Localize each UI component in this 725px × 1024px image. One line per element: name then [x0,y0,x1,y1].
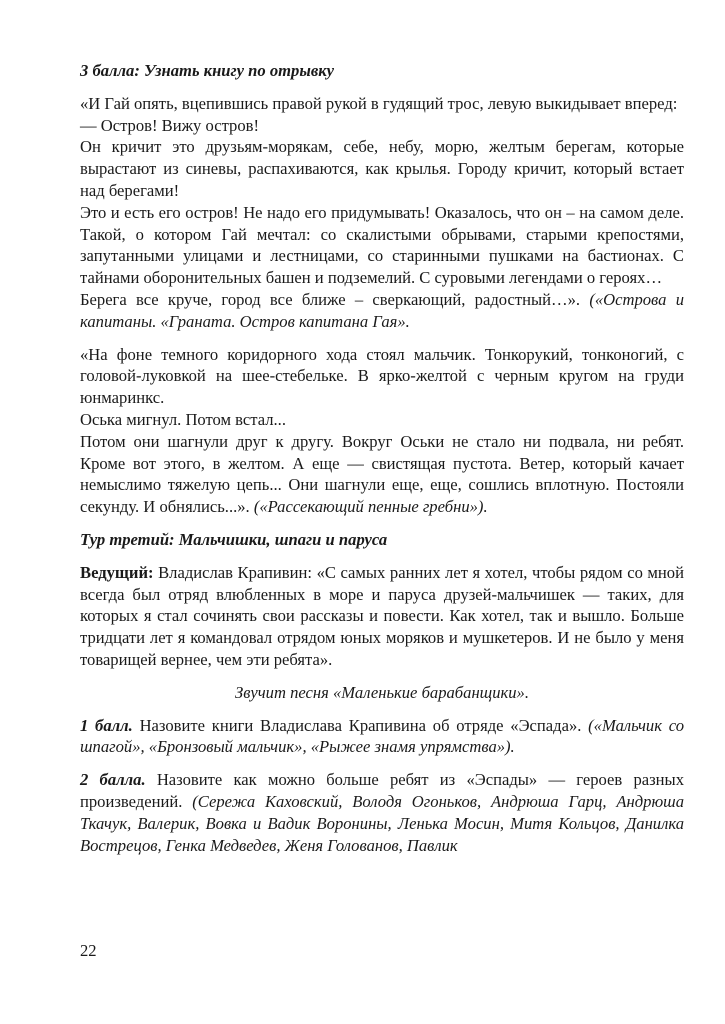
section-heading-round-three: Тур третий: Мальчишки, шпаги и паруса [80,529,388,549]
excerpt-block-2 [80,344,684,518]
section-heading-excerpts: 3 балла: Узнать книгу по отрывку [80,61,335,80]
excerpt-text: Берега все круче, город все ближе – сверкающий, радостный…». [80,289,590,309]
excerpt-paragraph: — Остров! Вижу остров! [80,115,259,135]
host-text: Владислав Крапивин: «С самых ранних лет я хотел, чтобы рядом со мной всегда был отряд влюбленных в море и паруса друзей-мальчишек — таких, для которых я стал сочинять свои рассказы и повести. Как хотел, так и вышло. Больше тридцати лет я командовал отрядом юных моряков и мушкетеров. И не было у меня товарищей вернее, чем эти ребята». [80,562,684,669]
question-points-label: 1 балл. [80,715,133,735]
question-text: Назовите книги Владислава Крапивина об отряде «Эспада». [132,715,589,735]
question-1 [80,715,684,759]
question-2 [80,769,684,856]
excerpt-text: Потом они шагнули друг к другу. Вокруг Оськи не стало ни подвала, ни ребят. Кроме вот этого, в желтом. А еще — свистящая пустота. Ветер, который качает немыслимо тяжелую цепь... Они шагнули еще, еще, сошлись вплотную. Постояли секунду. И обнялись...». [80,431,684,517]
song-note: Звучит песня «Маленькие барабанщики». [234,682,530,702]
excerpt-paragraph [80,289,684,333]
host-label: Ведущий: [80,562,154,582]
excerpt-block-1 [80,93,684,333]
excerpt-paragraph: «И Гай опять, вцепившись правой рукой в гудящий трос, левую выкидывает вперед: [80,93,678,113]
question-points-label: 2 балла. [80,770,146,790]
answer-text: («Мальчик со шпагой», «Бронзовый мальчик», «Рыжее знамя упрямства»). [80,715,684,757]
answer-text: («Рассекающий пенные гребни»). [253,497,488,517]
excerpt-paragraph: Это и есть его остров! Не надо его придумывать! Оказалось, что он – на самом деле. Такой, о котором Гай мечтал: со скалистыми обрывами, старыми крепостями, запутанными улицами и лестницами, со старинными пушками на бастионах. С тайнами оборонительных башен и подземелий. С суровыми легендами о героях… [80,202,684,288]
excerpt-paragraph: «На фоне темного коридорного хода стоял мальчик. Тонкорукий, тонконогий, с головой-луковкой на шее-стебельке. В ярко-желтой с черным кругом на груди юнмаринкс. [80,344,684,408]
answer-text: («Острова и капитаны. «Граната. Остров капитана Гая». [80,289,684,331]
excerpt-paragraph [80,431,684,518]
question-text: Назовите как можно больше ребят из «Эспады» — героев разных произведений. [80,770,685,811]
excerpt-paragraph: Оська мигнул. Потом встал... [80,409,286,429]
answer-text: (Сережа Каховский, Володя Огоньков, Андрюша Гарц, Андрюша Ткачук, Валерик, Вовка и Вадик Воронины, Ленька Мосин, Митя Кольцов, Данилка Вострецов, Генка Медведев, Женя Голованов, Павлик [80,791,684,855]
page-number: 22 [80,941,97,960]
excerpt-paragraph: Он кричит это друзьям-морякам, себе, небу, морю, желтым берегам, которые вырастают из синевы, распахиваются, как крылья. Городу кричит, который встает над берегами! [80,137,684,200]
host-paragraph [80,562,684,671]
document-page [80,60,684,856]
